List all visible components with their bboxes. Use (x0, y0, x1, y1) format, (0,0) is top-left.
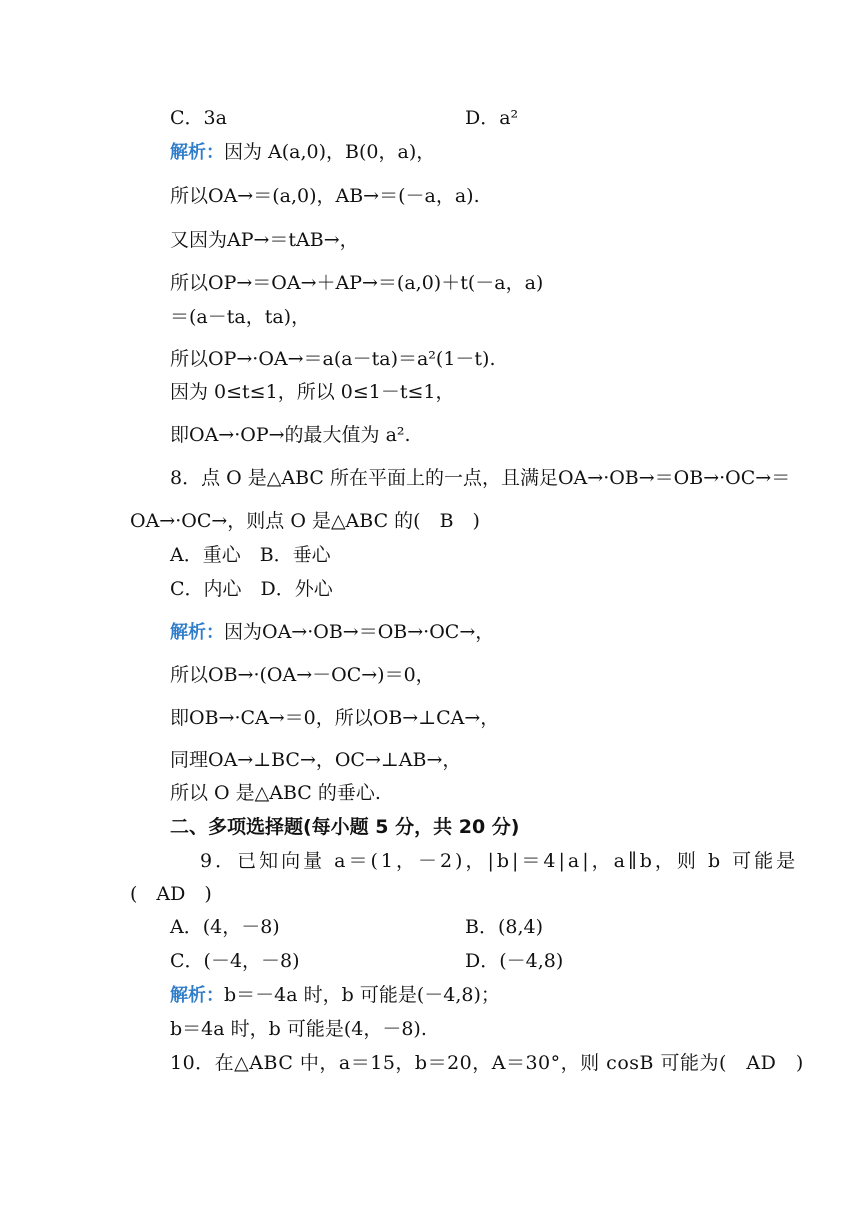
solution-7-line-7: 因为 0≤t≤1，所以 0≤1－t≤1， (170, 381, 455, 403)
question-9-option-c: C．(－4，－8) (170, 950, 300, 972)
solution-label: 解析： (170, 985, 224, 1006)
question-9-option-b: B．(8,4) (465, 916, 544, 938)
solution-label: 解析： (170, 622, 224, 643)
solution-7-line-8: 即OA→·OP→的最大值为 a². (170, 424, 411, 446)
solution-9-line-2: b＝4a 时，b 可能是(4，－8). (170, 1018, 427, 1040)
question-8-stem-1: 8．点 O 是△ABC 所在平面上的一点，且满足OA→·OB→＝OB→·OC→＝ (170, 467, 791, 489)
question-9-stem-1: 9．已知向量 a＝(1，－2)，|b|＝4|a|，a∥b，则 b 可能是 (200, 850, 799, 872)
question-10-stem: 10．在△ABC 中，a＝15，b＝20，A＝30°，则 cosB 可能为( AD ) (170, 1052, 804, 1074)
solution-8-line-3: 即OB→·CA→＝0，所以OB→⊥CA→， (170, 707, 500, 729)
section-heading-multiple-choice: 二、多项选择题(每小题 5 分，共 20 分) (170, 816, 520, 838)
question-9-option-a: A．(4，－8) (170, 916, 280, 938)
option-d: D．a² (465, 107, 519, 129)
solution-8-line-2: 所以OB→·(OA→－OC→)＝0， (170, 664, 435, 686)
option-c: C．3a (170, 107, 227, 129)
solution-7-line-5: ＝(a－ta，ta)， (170, 306, 311, 328)
solution-8-line-5: 所以 O 是△ABC 的垂心. (170, 782, 381, 804)
solution-7-line-4: 所以OP→＝OA→＋AP→＝(a,0)＋t(－a，a) (170, 272, 544, 294)
solution-label: 解析： (170, 142, 224, 163)
solution-7-line-1: 解析：因为 A(a,0)，B(0，a)， (170, 141, 436, 163)
question-9-stem-2: ( AD ) (130, 883, 212, 905)
solution-7-line-2: 所以OA→＝(a,0)，AB→＝(－a，a). (170, 185, 480, 207)
solution-7-line-6: 所以OP→·OA→＝a(a－ta)＝a²(1－t). (170, 348, 496, 370)
solution-7-line-3: 又因为AP→＝tAB→， (170, 229, 359, 251)
solution-8-line-4: 同理OA→⊥BC→，OC→⊥AB→， (170, 749, 462, 771)
solution-8-line-1: 解析：因为OA→·OB→＝OB→·OC→， (170, 621, 495, 643)
question-8-options-cd: C．内心 D．外心 (170, 578, 333, 600)
question-8-options-ab: A．重心 B．垂心 (170, 544, 331, 566)
question-8-stem-2: OA→·OC→，则点 O 是△ABC 的( B ) (130, 510, 480, 532)
solution-9-line-1: 解析：b＝－4a 时，b 可能是(－4,8)； (170, 984, 500, 1006)
question-9-option-d: D．(－4,8) (465, 950, 564, 972)
